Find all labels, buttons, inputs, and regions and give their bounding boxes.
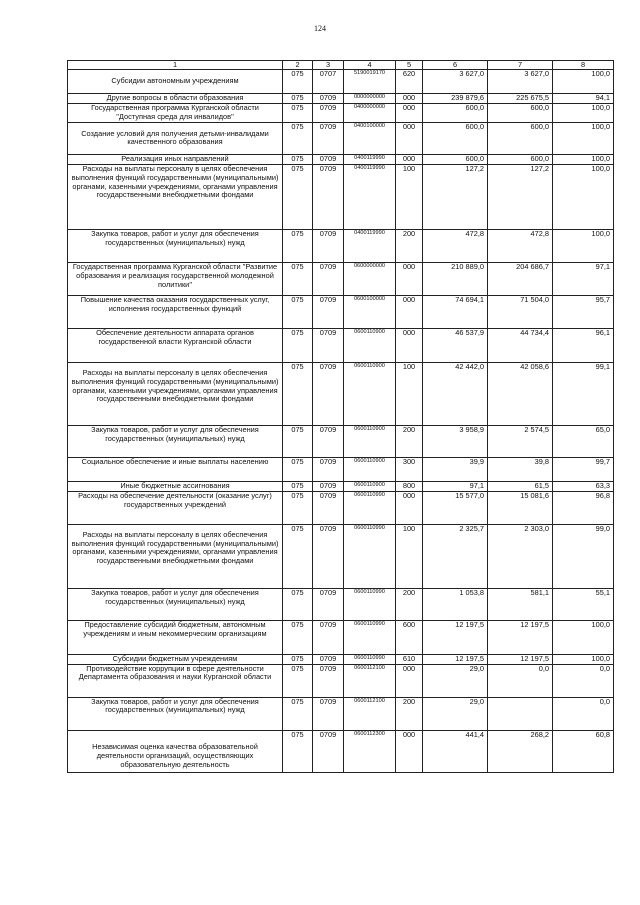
row-name: Обеспечение деятельности аппарата органов государственной власти Курганской области [68,328,283,362]
row-percent: 100,0 [553,164,614,229]
row-percent: 60,8 [553,730,614,772]
row-plan: 29,0 [423,697,488,730]
row-fact: 127,2 [488,164,553,229]
header-col-fact: 7 [488,61,553,70]
row-csr: 0400119990 [344,229,396,262]
table-row [68,362,614,425]
row-percent: 0,0 [553,697,614,730]
row-percent: 95,7 [553,295,614,328]
row-plan: 97,1 [423,481,488,491]
row-grbs: 075 [283,425,313,457]
row-fact: 2 574,5 [488,425,553,457]
row-plan: 600,0 [423,154,488,164]
row-rzpr: 0709 [313,328,344,362]
row-rzpr: 0709 [313,362,344,425]
table-row [68,295,614,328]
row-plan: 239 879,6 [423,94,488,104]
row-rzpr: 0709 [313,154,344,164]
row-grbs: 075 [283,481,313,491]
row-plan: 600,0 [423,122,488,154]
budget-table [67,60,614,773]
table-row [68,654,614,664]
table-row [68,664,614,697]
row-percent: 96,1 [553,328,614,362]
row-rzpr: 0709 [313,524,344,588]
row-vr: 000 [396,103,423,122]
row-rzpr: 0709 [313,481,344,491]
row-csr: 0600110900 [344,362,396,425]
table-row [68,122,614,154]
row-vr: 200 [396,697,423,730]
row-fact: 225 675,5 [488,94,553,104]
row-grbs: 075 [283,70,313,94]
row-name: Предоставление субсидий бюджетным, автономным учреждениям и иным некоммерческим организациям [68,620,283,654]
row-fact [488,697,553,730]
row-vr: 200 [396,588,423,620]
table-row [68,328,614,362]
row-rzpr: 0709 [313,164,344,229]
row-plan: 127,2 [423,164,488,229]
row-fact: 71 504,0 [488,295,553,328]
row-name: Расходы на выплаты персоналу в целях обеспечения выполнения функций государственными (муниципальными) органами, казенными учреждениями, органами управления государственными внебюджетными фондами [68,164,283,229]
row-csr: 0600110900 [344,481,396,491]
row-name: Государственная программа Курганской области "Развитие образования и реализация государственной молодежной политики" [68,262,283,295]
row-rzpr: 0709 [313,229,344,262]
row-csr: 0400000000 [344,103,396,122]
row-plan: 29,0 [423,664,488,697]
row-name: Повышение качества оказания государственных услуг, исполнения государственных функций [68,295,283,328]
row-plan: 12 197,5 [423,654,488,664]
row-fact: 204 686,7 [488,262,553,295]
row-name: Иные бюджетные ассигнования [68,481,283,491]
row-rzpr: 0709 [313,262,344,295]
row-fact: 44 734,4 [488,328,553,362]
row-csr: 0600000000 [344,262,396,295]
row-plan: 2 325,7 [423,524,488,588]
row-vr: 000 [396,122,423,154]
table-row [68,229,614,262]
row-rzpr: 0709 [313,664,344,697]
row-rzpr: 0709 [313,588,344,620]
page-number: 124 [314,24,326,33]
header-col-name: 1 [68,61,283,70]
table-row [68,481,614,491]
row-rzpr: 0709 [313,620,344,654]
row-csr: 0600110990 [344,524,396,588]
row-percent: 96,8 [553,491,614,524]
row-percent: 100,0 [553,620,614,654]
row-vr: 000 [396,94,423,104]
row-rzpr: 0709 [313,697,344,730]
row-name: Реализация иных направлений [68,154,283,164]
row-fact: 0,0 [488,664,553,697]
row-vr: 610 [396,654,423,664]
row-rzpr: 0709 [313,94,344,104]
header-col-grbs: 2 [283,61,313,70]
row-vr: 100 [396,164,423,229]
table-row [68,524,614,588]
row-grbs: 075 [283,262,313,295]
row-grbs: 075 [283,697,313,730]
row-csr: 0600110990 [344,491,396,524]
row-grbs: 075 [283,524,313,588]
row-vr: 000 [396,664,423,697]
row-csr: 0600100000 [344,295,396,328]
row-fact: 600,0 [488,154,553,164]
row-plan: 42 442,0 [423,362,488,425]
row-percent: 100,0 [553,154,614,164]
row-vr: 100 [396,524,423,588]
row-percent: 100,0 [553,229,614,262]
row-name: Другие вопросы в области образования [68,94,283,104]
row-name: Субсидии бюджетным учреждениям [68,654,283,664]
row-name: Независимая оценка качества образовательной деятельности организаций, осуществляющих образовательную деятельность [68,730,283,772]
row-csr: 0400119990 [344,154,396,164]
row-fact: 3 627,0 [488,70,553,94]
row-percent: 55,1 [553,588,614,620]
table-row [68,262,614,295]
row-plan: 472,8 [423,229,488,262]
row-vr: 000 [396,154,423,164]
row-csr: 0600112100 [344,664,396,697]
row-csr: 0600112300 [344,730,396,772]
row-name: Расходы на выплаты персоналу в целях обеспечения выполнения функций государственными (муниципальными) органами, казенными учреждениями, органами управления государственными внебюджетными фондами [68,524,283,588]
row-fact: 600,0 [488,122,553,154]
table-row [68,164,614,229]
row-vr: 100 [396,362,423,425]
row-plan: 46 537,9 [423,328,488,362]
row-name: Закупка товаров, работ и услуг для обеспечения государственных (муниципальных) нужд [68,425,283,457]
row-rzpr: 0709 [313,654,344,664]
header-col-vr: 5 [396,61,423,70]
row-plan: 15 577,0 [423,491,488,524]
row-percent: 0,0 [553,664,614,697]
row-grbs: 075 [283,588,313,620]
row-rzpr: 0709 [313,103,344,122]
table-row [68,620,614,654]
row-grbs: 075 [283,362,313,425]
row-plan: 39,9 [423,457,488,481]
row-fact: 600,0 [488,103,553,122]
row-vr: 800 [396,481,423,491]
row-percent: 65,0 [553,425,614,457]
row-name: Социальное обеспечение и иные выплаты населению [68,457,283,481]
row-percent: 100,0 [553,103,614,122]
table-row [68,70,614,94]
row-name: Создание условий для получения детьми-инвалидами качественного образования [68,122,283,154]
row-fact: 12 197,5 [488,654,553,664]
row-name: Противодействие коррупции в сфере деятельности Департамента образования и науки Курганской области [68,664,283,697]
row-fact: 61,5 [488,481,553,491]
row-plan: 74 694,1 [423,295,488,328]
row-grbs: 075 [283,103,313,122]
row-vr: 620 [396,70,423,94]
row-rzpr: 0709 [313,730,344,772]
row-plan: 600,0 [423,103,488,122]
row-percent: 100,0 [553,122,614,154]
row-grbs: 075 [283,154,313,164]
row-plan: 3 958,9 [423,425,488,457]
row-fact: 472,8 [488,229,553,262]
row-rzpr: 0709 [313,122,344,154]
row-plan: 3 627,0 [423,70,488,94]
row-percent: 99,0 [553,524,614,588]
row-grbs: 075 [283,620,313,654]
row-grbs: 075 [283,229,313,262]
row-fact: 42 058,6 [488,362,553,425]
row-vr: 000 [396,491,423,524]
row-vr: 200 [396,425,423,457]
header-col-rzpr: 3 [313,61,344,70]
row-grbs: 075 [283,664,313,697]
row-plan: 12 197,5 [423,620,488,654]
row-csr: 0600110900 [344,425,396,457]
row-grbs: 075 [283,730,313,772]
row-percent: 99,1 [553,362,614,425]
row-csr: 0400119990 [344,164,396,229]
row-fact: 2 303,0 [488,524,553,588]
table-row [68,730,614,772]
row-percent: 94,1 [553,94,614,104]
row-fact: 12 197,5 [488,620,553,654]
header-col-percent: 8 [553,61,614,70]
row-percent: 99,7 [553,457,614,481]
row-fact: 39,8 [488,457,553,481]
table-row [68,103,614,122]
table-row [68,425,614,457]
table-row [68,697,614,730]
row-csr: 5190019170 [344,70,396,94]
row-fact: 581,1 [488,588,553,620]
row-csr: 0600110990 [344,620,396,654]
table-row [68,588,614,620]
row-grbs: 075 [283,457,313,481]
row-rzpr: 0709 [313,295,344,328]
row-csr: 0600110900 [344,328,396,362]
row-grbs: 075 [283,295,313,328]
header-col-plan: 6 [423,61,488,70]
row-fact: 268,2 [488,730,553,772]
row-rzpr: 0709 [313,425,344,457]
row-name: Государственная программа Курганской области "Доступная среда для инвалидов" [68,103,283,122]
row-percent: 100,0 [553,70,614,94]
row-rzpr: 0709 [313,491,344,524]
row-vr: 000 [396,328,423,362]
row-name: Закупка товаров, работ и услуг для обеспечения государственных (муниципальных) нужд [68,229,283,262]
row-vr: 000 [396,262,423,295]
row-percent: 97,1 [553,262,614,295]
row-grbs: 075 [283,122,313,154]
row-name: Закупка товаров, работ и услуг для обеспечения государственных (муниципальных) нужд [68,588,283,620]
row-plan: 1 053,8 [423,588,488,620]
table-row [68,457,614,481]
row-csr: 0600112100 [344,697,396,730]
table-row [68,154,614,164]
row-csr: 0000000000 [344,94,396,104]
row-vr: 600 [396,620,423,654]
row-fact: 15 081,6 [488,491,553,524]
table-row [68,94,614,104]
table-row [68,491,614,524]
row-vr: 300 [396,457,423,481]
row-plan: 441,4 [423,730,488,772]
row-csr: 0600110990 [344,654,396,664]
row-vr: 000 [396,730,423,772]
row-name: Расходы на выплаты персоналу в целях обеспечения выполнения функций государственными (муниципальными) органами, казенными учреждениями, органами управления государственными внебюджетными фондами [68,362,283,425]
row-rzpr: 0707 [313,70,344,94]
row-vr: 000 [396,295,423,328]
row-csr: 0400100000 [344,122,396,154]
row-name: Субсидии автономным учреждениям [68,70,283,94]
row-csr: 0600110990 [344,588,396,620]
row-grbs: 075 [283,328,313,362]
row-name: Расходы на обеспечение деятельности (оказание услуг) государственных учреждений [68,491,283,524]
row-grbs: 075 [283,94,313,104]
row-plan: 210 889,0 [423,262,488,295]
header-col-csr: 4 [344,61,396,70]
row-percent: 100,0 [553,654,614,664]
row-vr: 200 [396,229,423,262]
row-grbs: 075 [283,491,313,524]
row-csr: 0600110900 [344,457,396,481]
row-grbs: 075 [283,654,313,664]
row-grbs: 075 [283,164,313,229]
row-percent: 63,3 [553,481,614,491]
row-rzpr: 0709 [313,457,344,481]
table-header-row [68,61,614,70]
row-name: Закупка товаров, работ и услуг для обеспечения государственных (муниципальных) нужд [68,697,283,730]
